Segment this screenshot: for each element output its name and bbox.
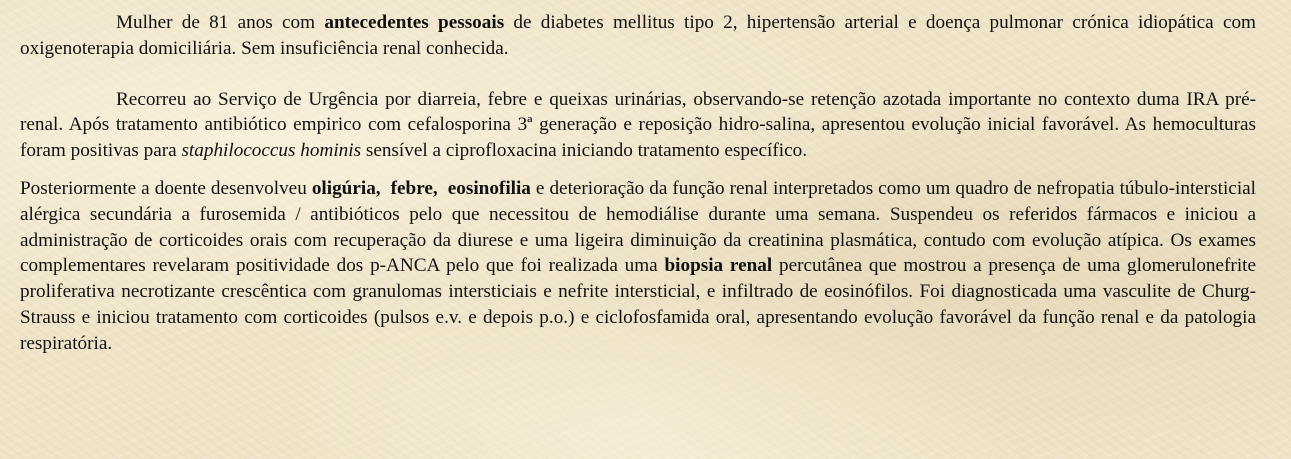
italic-organism-name: staphilococcus hominis bbox=[181, 140, 362, 162]
document-page bbox=[20, 10, 1256, 357]
paragraph-emergency bbox=[20, 87, 1256, 164]
text-segment: e deterioração da função renal interpretados como um quadro de nefropatia túbulo-intersticial alérgica secundária a furosemida / antibióticos pelo que necessitou de hemodiálise durante uma semana. Suspendeu os referidos fármacos e iniciou a administração de corticoides orais com recuperação da diurese e uma ligeira diminuição da creatinina plasmática, contudo com evolução atípica. Os exames complementares revelaram positividade dos p-ANCA pelo que foi realizada uma bbox=[20, 177, 1257, 277]
text-segment: percutânea que mostrou a presença de uma glomerulonefrite proliferativa necrotizante crescêntica com granulomas intersticiais e nefrite intersticial, e infiltrado de eosinófilos. Foi diagnosticada uma vasculite de Churg-Strauss e iniciou tratamento com corticoides (pulsos e.v. e depois p.o.) e ciclofosfamida oral, apresentando evolução favorável da função renal e da patologia respiratória. bbox=[20, 255, 1256, 354]
text-segment: Posteriormente a doente desenvolveu bbox=[20, 177, 312, 199]
bold-term-antecedentes: antecedentes pessoais bbox=[324, 12, 505, 33]
text-segment: Recorreu ao Serviço de Urgência por diarreia, febre e queixas urinárias, observando-se retenção azotada importante no contexto duma IRA pré-renal. Após tratamento antibiótico empirico com cefalosporina 3ª generação e reposição hidro-salina, apresentou evolução inicial favorável. As hemoculturas foram positivas para bbox=[20, 88, 1256, 162]
bold-term-eosinofilia: eosinofilia bbox=[447, 177, 531, 199]
text-segment: de diabetes mellitus tipo 2, hipertensão arterial e doença pulmonar crónica idiopática com oxigenoterapia domiciliária. Sem insuficiência renal conhecida. bbox=[20, 12, 1256, 59]
text-segment: sensível a ciprofloxacina iniciando tratamento específico. bbox=[361, 140, 807, 162]
bold-term-oliguria: oligúria, bbox=[311, 177, 381, 199]
paragraph-evolution bbox=[20, 176, 1256, 357]
text-segment bbox=[438, 178, 448, 199]
bold-term-febre: febre, bbox=[390, 177, 438, 199]
bold-term-biopsia-renal: biopsia renal bbox=[664, 255, 773, 277]
text-segment: Mulher de 81 anos com bbox=[116, 12, 325, 33]
text-segment bbox=[381, 178, 391, 199]
paragraph-history bbox=[20, 10, 1256, 62]
